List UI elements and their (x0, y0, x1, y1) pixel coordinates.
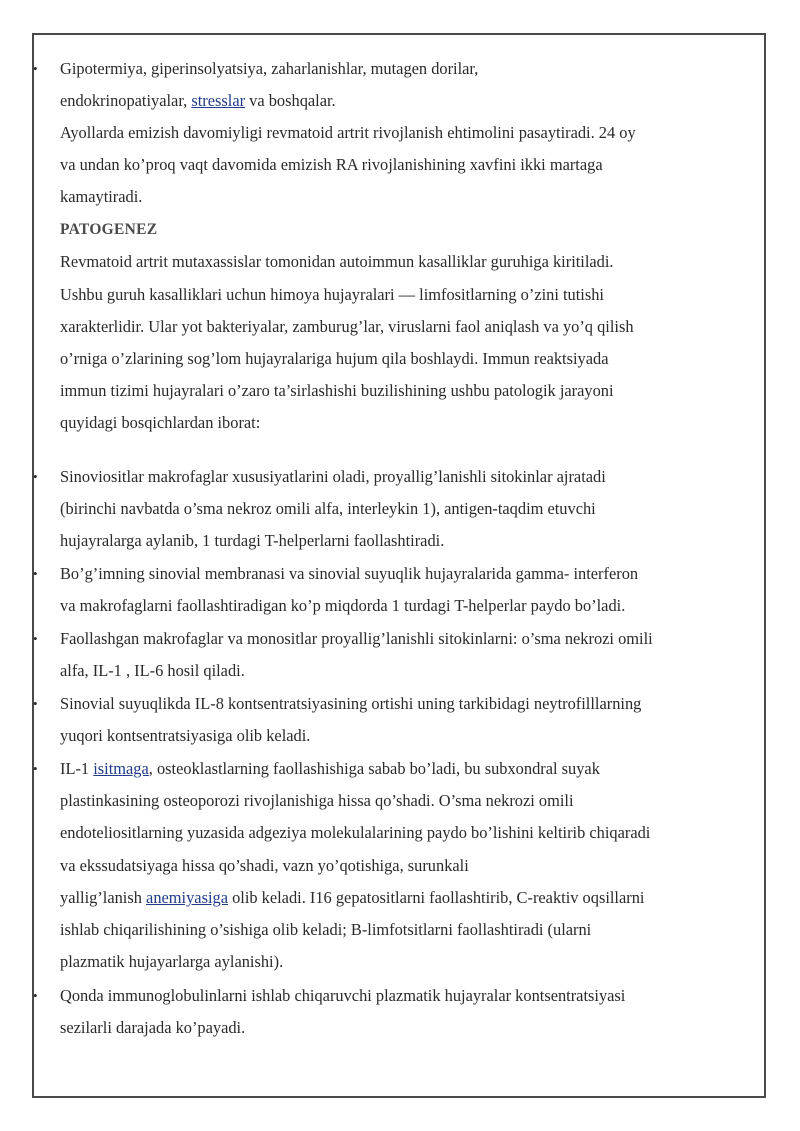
list-item-text: Sinovial suyuqlikda IL-8 kontsentratsiyasining ortishi uning tarkibidagi neytrofilllarning (60, 694, 642, 713)
list-item-text: va makrofaglarni faollashtiradigan ko’p miqdorda 1 turdagi T-helperlar paydo bo’ladi. (60, 596, 626, 615)
list-item-text: (birinchi navbatda o’sma nekroz omili alfa, interleykin 1), antigen-taqdim etuvchi (60, 499, 596, 518)
list-item-text (60, 888, 644, 908)
list-item-text: sezilarli darajada ko’payadi. (60, 1018, 246, 1037)
bullet-marker: • (33, 631, 38, 646)
paragraph-line: va undan ko’proq vaqt davomida emizish RA rivojlanishining xavfini ikki martaga (60, 155, 603, 174)
list-item-text: Bo’g’imning sinovial membranasi va sinovial suyuqlik hujayralarida gamma- interferon (60, 564, 639, 583)
bullet-marker: • (33, 988, 38, 1003)
text-run: IL-1 (60, 759, 94, 778)
anemiyasiga-link[interactable]: anemiyasiga (146, 888, 228, 907)
text-run: va boshqalar. (245, 91, 336, 110)
list-item-text (60, 759, 600, 779)
stresslar-link[interactable]: stresslar (191, 91, 246, 110)
paragraph-line: Ayollarda emizish davomiyligi revmatoid artrit rivojlanish ehtimolini pasaytiradi. 24 oy (60, 123, 636, 142)
list-item-text: hujayralarga aylanib, 1 turdagi T-helperlarni faollashtiradi. (60, 531, 445, 550)
paragraph-line: quyidagi bosqichlardan iborat: (60, 413, 261, 432)
list-item-text: plazmatik hujayarlarga aylanishi). (60, 952, 284, 971)
list-item-text: endoteliositlarning yuzasida adgeziya molekulalarining paydo bo’lishini keltirib chiqaradi (60, 823, 651, 842)
paragraph-line: Ushbu guruh kasalliklari uchun himoya hujayralari — limfositlarning o’zini tutishi (60, 285, 604, 304)
paragraph-line: xarakterlidir. Ular yot bakteriyalar, zamburug’lar, viruslarni faol aniqlash va yo’q qilish (60, 317, 634, 336)
paragraph-line: kamaytiradi. (60, 187, 143, 206)
list-item-text: ishlab chiqarilishining o’sishiga olib keladi; B-limfotsitlarni faollashtiradi (ularni (60, 920, 592, 939)
text-run: yallig’lanish (60, 888, 147, 907)
paragraph-line: Revmatoid artrit mutaxassislar tomonidan autoimmun kasalliklar guruhiga kiritiladi. (60, 252, 614, 271)
list-item-text: alfa, IL-1 , IL-6 hosil qiladi. (60, 661, 245, 680)
bullet-marker: • (33, 696, 38, 711)
section-heading: PATOGENEZ (60, 221, 158, 238)
bullet-marker: • (33, 61, 38, 76)
text-run: olib keladi. I16 gepatositlarni faollashtirib, C-reaktiv oqsillarni (227, 888, 645, 907)
paragraph-line: o’rniga o’zlarining sog’lom hujayralariga hujum qila boshlaydi. Immun reaktsiyada (60, 349, 609, 368)
text-run: , osteoklastlarning faollashishiga sabab bo’ladi, bu subxondral suyak (148, 759, 600, 778)
isitmaga-link[interactable]: isitmaga (93, 759, 149, 778)
bullet-marker: • (33, 566, 38, 581)
list-item-text: Qonda immunoglobulinlarni ishlab chiqaruvchi plazmatik hujayralar kontsentratsiyasi (60, 986, 626, 1005)
list-item-text: Faollashgan makrofaglar va monositlar proyallig’lanishli sitokinlarni: o’sma nekrozi omili (60, 629, 653, 648)
text-run: endokrinopatiyalar, (60, 91, 192, 110)
list-item-text: va ekssudatsiyaga hissa qo’shadi, vazn yo’qotishiga, surunkali (60, 856, 469, 875)
list-item-text: plastinkasining osteoporozi rivojlanishiga hissa qo’shadi. O’sma nekrozi omili (60, 791, 574, 810)
list-item-text: yuqori kontsentratsiyasiga olib keladi. (60, 726, 311, 745)
list-item-text (60, 91, 336, 111)
bullet-marker: • (33, 761, 38, 776)
bullet-marker: • (33, 469, 38, 484)
list-item-text: Sinoviositlar makrofaglar xususiyatlarini oladi, proyallig’lanishli sitokinlar ajratadi (60, 467, 606, 486)
list-item-text: Gipotermiya, giperinsolyatsiya, zaharlanishlar, mutagen dorilar, (60, 59, 479, 78)
paragraph-line: immun tizimi hujayralari o’zaro ta’sirlashishi buzilishining ushbu patologik jarayoni (60, 381, 614, 400)
